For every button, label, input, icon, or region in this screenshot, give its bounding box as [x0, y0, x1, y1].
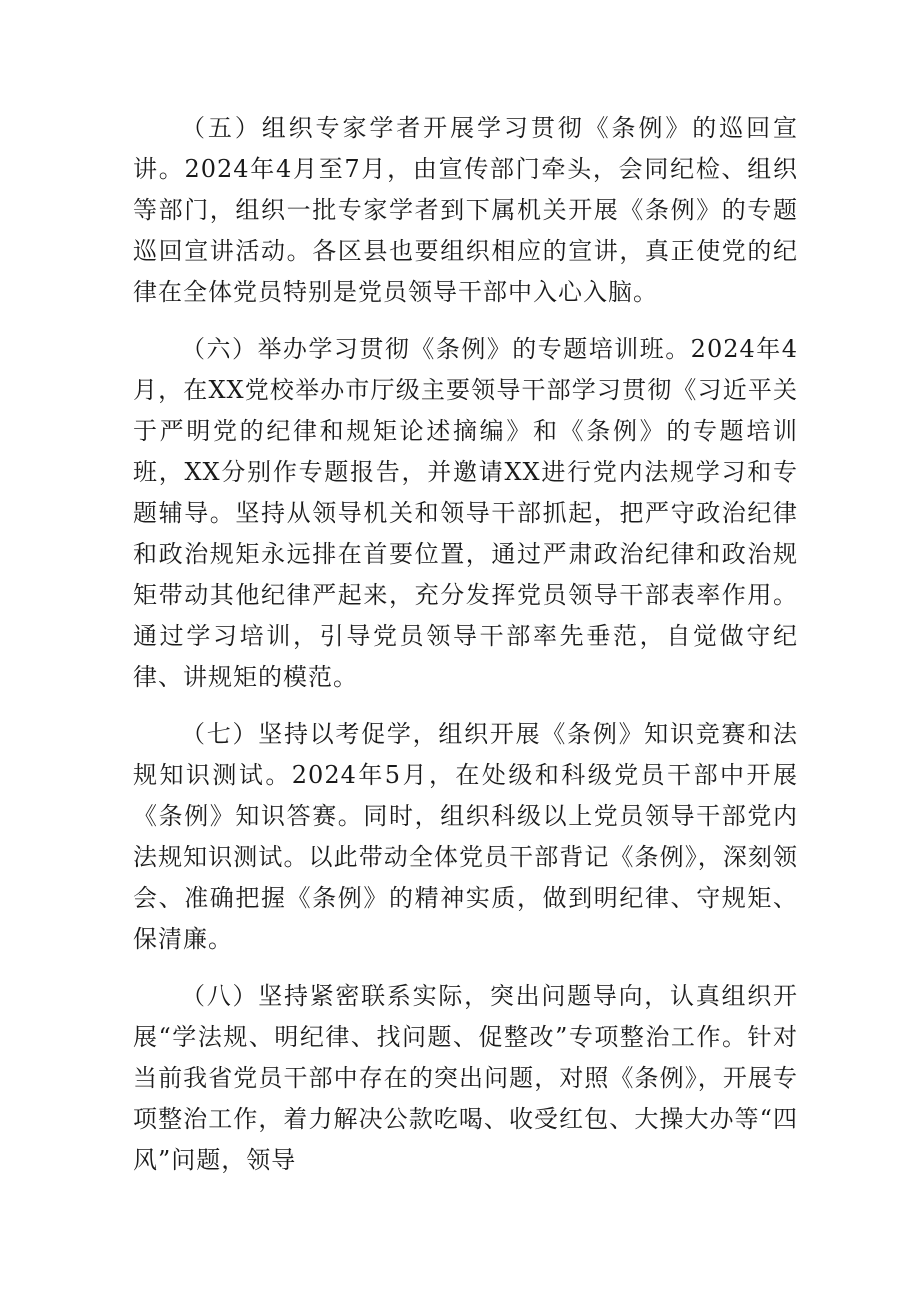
paragraph-7: （七）坚持以考促学，组织开展《条例》知识竞赛和法规知识测试。2024年5月，在处级和科级党员干部中开展《条例》知识答赛。同时，组织科级以上党员领导干部党内法规知识测试。以此带动全体党员干部背记《条例》，深刻领会、准确把握《条例》的精神实质，做到明纪律、守规矩、保清廉。	[133, 720, 798, 953]
paragraph-5: （五）组织专家学者开展学习贯彻《条例》的巡回宣讲。2024年4月至7月，由宣传部门牵头，会同纪检、组织等部门，组织一批专家学者到下属机关开展《条例》的专题巡回宣讲活动。各区县也要组织相应的宣讲，真正使党的纪律在全体党员特别是党员领导干部中入心入脑。	[133, 114, 798, 306]
paragraph-6: （六）举办学习贯彻《条例》的专题培训班。2024年4月，在XX党校举办市厅级主要领导干部学习贯彻《习近平关于严明党的纪律和规矩论述摘编》和《条例》的专题培训班，XX分别作专题报告，并邀请XX进行党内法规学习和专题辅导。坚持从领导机关和领导干部抓起，把严守政治纪律和政治规矩永远排在首要位置，通过严肃政治纪律和政治规矩带动其他纪律严起来，充分发挥党员领导干部表率作用。通过学习培训，引导党员领导干部率先垂范，自觉做守纪律、讲规矩的模范。	[133, 335, 798, 691]
document-body	[133, 108, 798, 1197]
paragraph-8: （八）坚持紧密联系实际，突出问题导向，认真组织开展“学法规、明纪律、找问题、促整改”专项整治工作。针对当前我省党员干部中存在的突出问题，对照《条例》，开展专项整治工作，着力解决公款吃喝、收受红包、大操大办等“四风”问题，领导	[133, 982, 798, 1174]
